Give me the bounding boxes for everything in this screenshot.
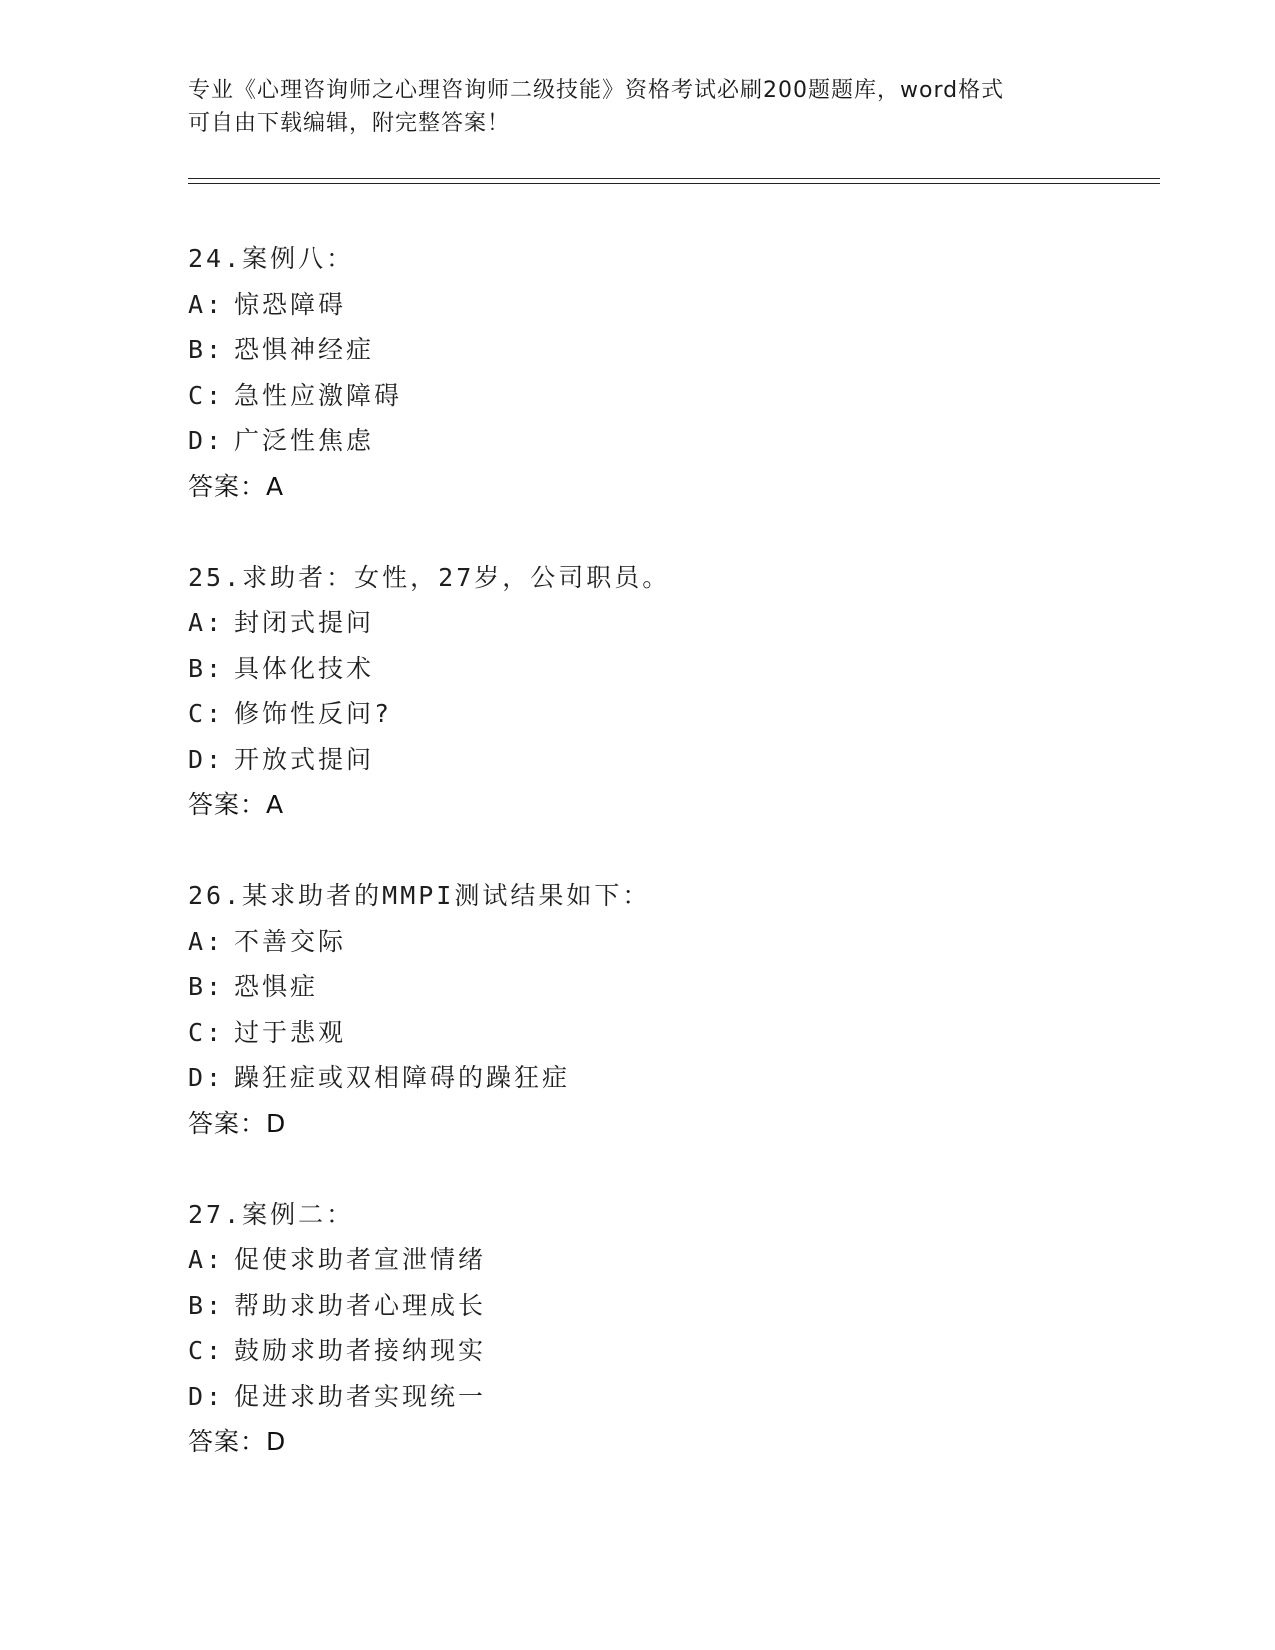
option-letter: A: [188, 926, 225, 956]
option-a [188, 600, 1168, 646]
option-letter: D: [188, 426, 225, 455]
document-header [188, 74, 1068, 140]
option-letter: B: [188, 1290, 225, 1320]
option-letter: A: [188, 608, 225, 637]
answer-label: 答案：A [188, 790, 285, 819]
option-d [188, 418, 1168, 464]
answer-label: 答案：D [188, 1427, 287, 1456]
option-text: 惊恐障碍 [234, 289, 347, 319]
option-c [188, 373, 1168, 419]
option-c [188, 1328, 1168, 1374]
option-b [188, 327, 1168, 373]
option-text: 不善交际 [234, 926, 347, 956]
option-letter: B: [188, 972, 225, 1001]
answer-label: 答案：A [188, 471, 285, 501]
question-stem: 27.案例二： [188, 1199, 355, 1229]
option-text: 封闭式提问 [234, 608, 375, 637]
question-stem: 24.案例八： [188, 244, 355, 273]
question-stem: 25.求助者：女性，27岁，公司职员。 [188, 562, 671, 592]
option-c [188, 691, 1168, 737]
option-letter: D: [188, 744, 225, 774]
option-text: 躁狂症或双相障碍的躁狂症 [234, 1063, 571, 1092]
option-text: 恐惧症 [234, 972, 319, 1001]
option-letter: C: [188, 699, 225, 728]
option-letter: B: [188, 335, 225, 364]
option-a [188, 919, 1168, 965]
option-letter: C: [188, 1336, 225, 1365]
option-a [188, 282, 1168, 328]
header-divider-top [188, 178, 1160, 179]
option-letter: B: [188, 653, 225, 683]
option-letter: A: [188, 1245, 225, 1274]
option-text: 急性应激障碍 [234, 380, 403, 410]
option-d [188, 1374, 1168, 1420]
option-letter: D: [188, 1381, 225, 1411]
question-24 [188, 236, 1168, 510]
question-stem: 26.某求助者的MMPI测试结果如下： [188, 881, 651, 910]
option-letter: A: [188, 289, 225, 319]
header-divider-bottom [188, 183, 1160, 184]
option-text: 修饰性反问? [234, 699, 393, 728]
answer-label: 答案：D [188, 1108, 287, 1138]
question-list [188, 236, 1168, 1510]
option-d [188, 1055, 1168, 1101]
question-25 [188, 555, 1168, 829]
option-c [188, 1010, 1168, 1056]
option-b [188, 1283, 1168, 1329]
option-b [188, 646, 1168, 692]
option-b [188, 964, 1168, 1010]
option-text: 帮助求助者心理成长 [234, 1290, 487, 1320]
option-letter: C: [188, 1017, 225, 1047]
question-27 [188, 1192, 1168, 1466]
option-letter: D: [188, 1063, 225, 1092]
option-a [188, 1237, 1168, 1283]
option-text: 促使求助者宣泄情绪 [234, 1245, 487, 1274]
option-text: 鼓励求助者接纳现实 [234, 1336, 487, 1365]
question-26 [188, 873, 1168, 1147]
option-text: 过于悲观 [234, 1017, 347, 1047]
option-text: 具体化技术 [234, 653, 375, 683]
option-text: 开放式提问 [234, 744, 375, 774]
header-line-1: 专业《心理咨询师之心理咨询师二级技能》资格考试必刷200题题库，word格式 [188, 78, 1005, 103]
option-letter: C: [188, 380, 225, 410]
header-line-2: 可自由下载编辑，附完整答案！ [188, 111, 511, 136]
option-d [188, 737, 1168, 783]
option-text: 广泛性焦虑 [234, 426, 375, 455]
option-text: 恐惧神经症 [234, 335, 375, 364]
option-text: 促进求助者实现统一 [234, 1381, 487, 1411]
